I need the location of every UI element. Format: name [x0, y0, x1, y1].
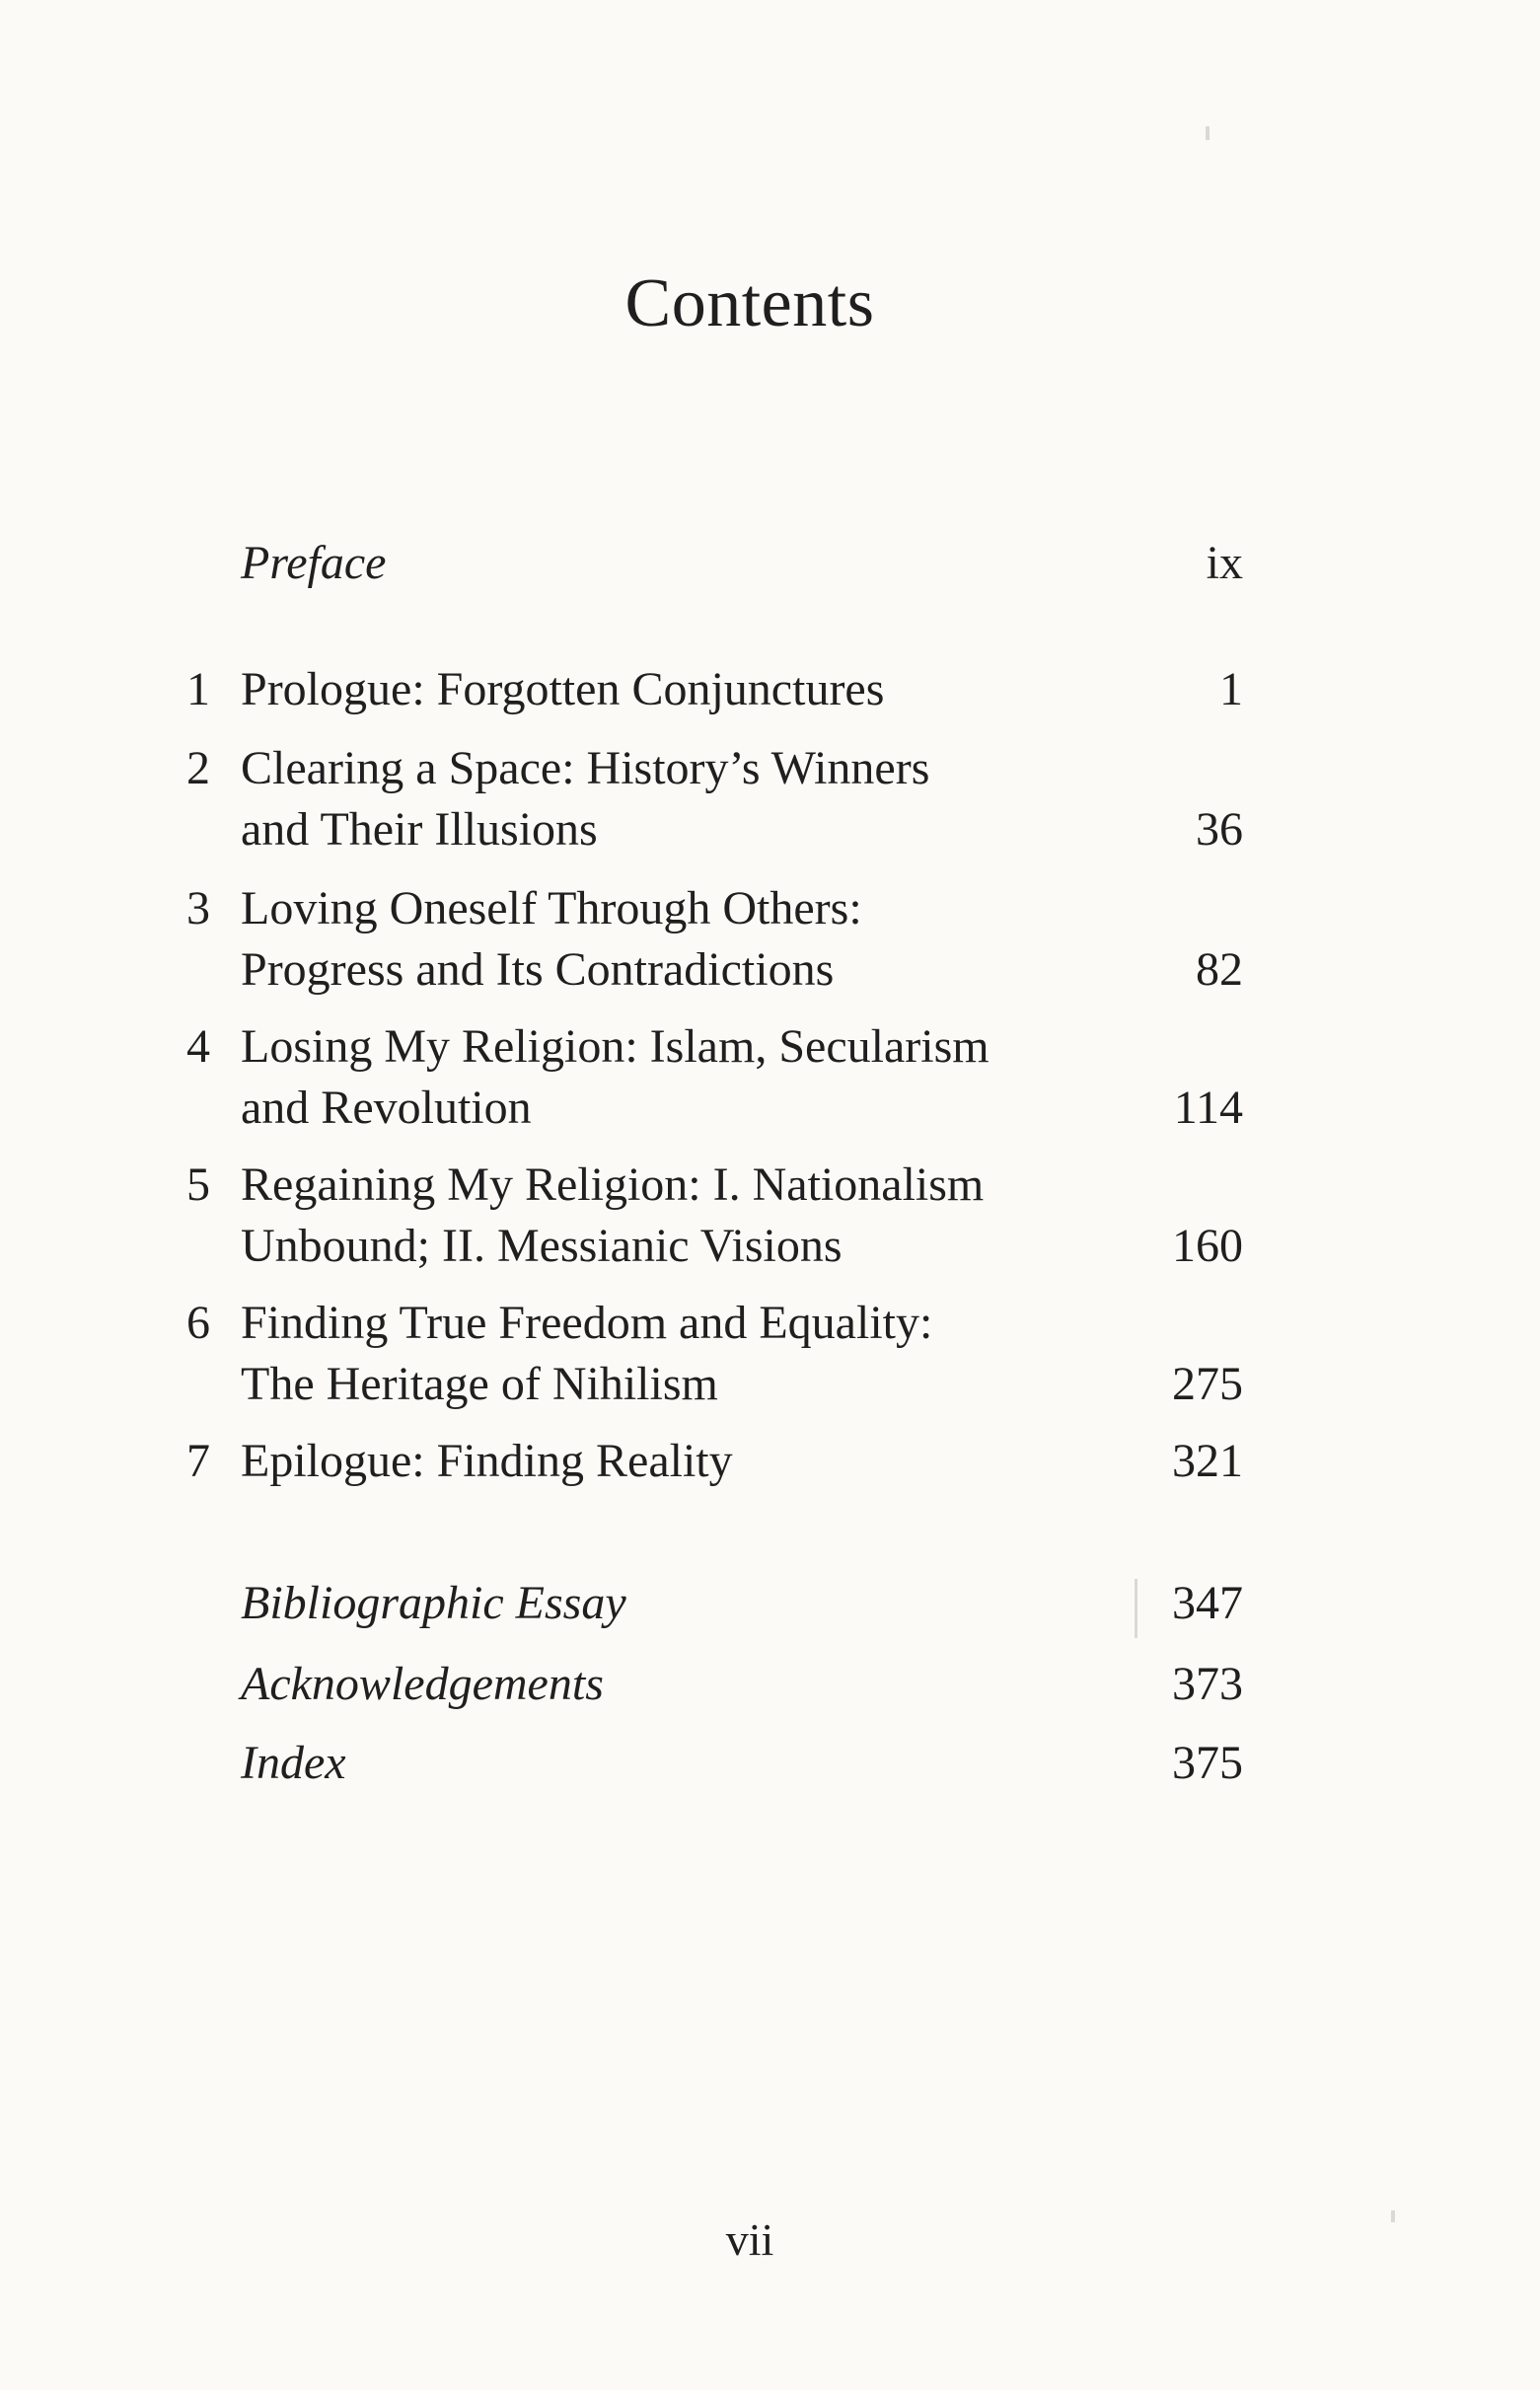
toc-entry-page: 160 [1172, 1220, 1243, 1272]
toc-entry-page: 36 [1196, 803, 1243, 856]
toc-entry-title: Index [241, 1737, 346, 1789]
page-number: vii [725, 2214, 774, 2265]
chapter-number: 2 [186, 742, 210, 794]
chapter-number: 5 [186, 1158, 210, 1211]
toc-entry-title: Preface [241, 537, 387, 589]
page-title: Contents [624, 265, 875, 341]
chapter-title-line: The Heritage of Nihilism [241, 1358, 718, 1410]
chapter-title-line: and Revolution [241, 1082, 532, 1134]
chapter-title-line: Finding True Freedom and Equality: [241, 1297, 933, 1349]
toc-entry-page: 82 [1196, 943, 1243, 996]
chapter-title-line: Prologue: Forgotten Conjunctures [241, 663, 885, 715]
toc-entry-title: Acknowledgements [241, 1658, 604, 1710]
chapter-title-line: Epilogue: Finding Reality [241, 1435, 733, 1487]
toc-entry-page: 321 [1172, 1435, 1243, 1487]
toc-entry-page: 1 [1219, 663, 1243, 715]
toc-entry-page: ix [1206, 537, 1243, 589]
chapter-title [241, 738, 1069, 860]
chapter-title [241, 659, 1069, 720]
chapter-title [241, 1431, 1069, 1492]
toc-entry-page: 373 [1172, 1658, 1243, 1710]
toc-entry-page: 347 [1172, 1577, 1243, 1629]
chapter-title-line: and Their Illusions [241, 803, 598, 856]
toc-entry-page: 275 [1172, 1358, 1243, 1410]
chapter-title-line: Regaining My Religion: I. Nationalism [241, 1158, 985, 1211]
chapter-title-line: Losing My Religion: Islam, Secularism [241, 1020, 990, 1073]
chapter-title [241, 1155, 1069, 1277]
chapter-title [241, 1016, 1069, 1139]
chapter-title-line: Clearing a Space: History’s Winners [241, 742, 930, 794]
chapter-title [241, 1293, 1069, 1415]
chapter-title-line: Loving Oneself Through Others: [241, 882, 862, 934]
chapter-title-line: Progress and Its Contradictions [241, 943, 835, 996]
toc-entry-page: 114 [1173, 1082, 1243, 1134]
chapter-number: 4 [186, 1020, 210, 1073]
chapter-number: 6 [186, 1297, 210, 1349]
toc-entry-page: 375 [1172, 1737, 1243, 1789]
chapter-number: 7 [186, 1435, 210, 1487]
chapter-title [241, 878, 1069, 1001]
toc-entry-title: Bibliographic Essay [241, 1577, 626, 1629]
chapter-number: 1 [186, 663, 210, 715]
chapter-number: 3 [186, 882, 210, 934]
chapter-title-line: Unbound; II. Messianic Visions [241, 1220, 843, 1272]
